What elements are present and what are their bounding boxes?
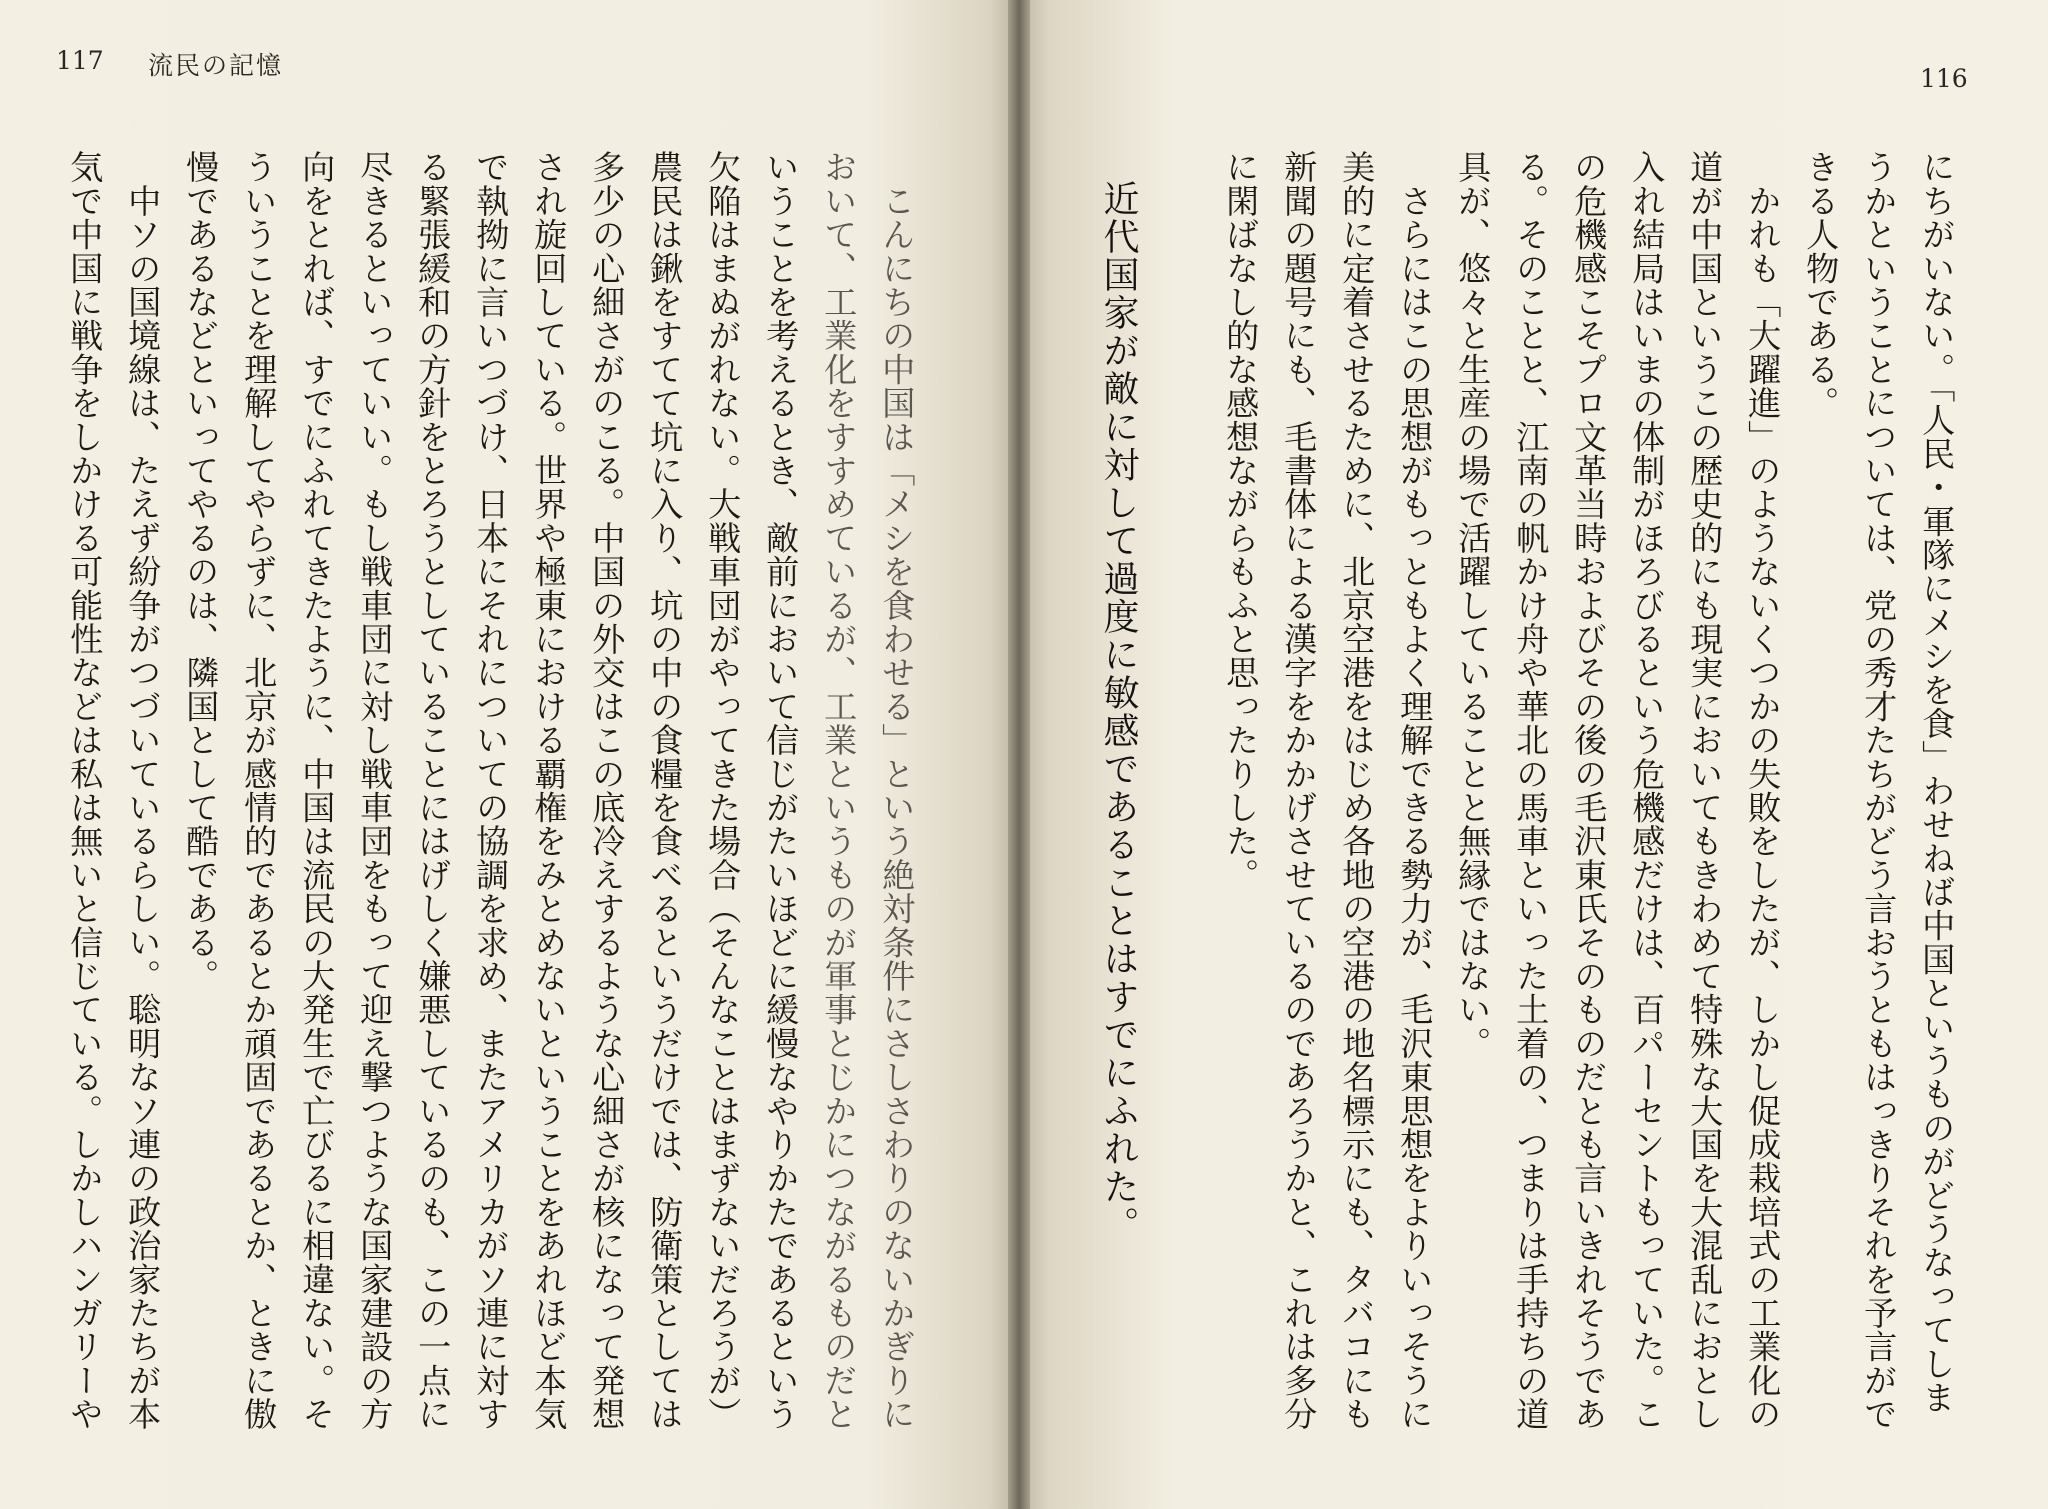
book-gutter xyxy=(1008,0,1030,1509)
text-column: にちがいない。「人民・軍隊にメシを食」わせねば中国というものがどうなってしま xyxy=(1917,150,1957,1414)
text-column: いうことを考えるとき、敵前において信じがたいほどに緩慢なやりかたであるという xyxy=(761,150,801,1431)
text-column: 農民は鍬をすてて坑に入り、坑の中の食糧を食べるというだけでは、防衛策としては xyxy=(645,150,685,1431)
text-column: ういうことを理解してやらずに、北京が感情的であるとか頑固であるとか、ときに傲 xyxy=(239,150,279,1431)
text-column: 向をとれば、すでにふれてきたように、中国は流民の大発生で亡びるに相違ない。そ xyxy=(297,150,337,1431)
text-column: 気で中国に戦争をしかける可能性などは私は無いと信じている。しかしハンガリーや xyxy=(65,150,105,1431)
text-column: で執拗に言いつづけ、日本にそれについての協調を求め、またアメリカがソ連に対す xyxy=(471,150,511,1431)
text-column: され旋回している。世界や極東における覇権をみとめないということをあれほど本気 xyxy=(529,150,569,1431)
text-column: 欠陥はまぬがれない。大戦車団がやってきた場合（そんなことはまずないだろうが） xyxy=(703,150,743,1431)
text-column: こんにちの中国は「メシを食わせる」という絶対条件にさしさわりのないかぎりに xyxy=(877,150,917,1431)
left-page xyxy=(0,0,1018,1509)
text-column: きる人物である。 xyxy=(1801,150,1841,420)
text-column: 中ソの国境線は、たえず紛争がつづいているらしい。聡明なソ連の政治家たちが本 xyxy=(123,150,163,1431)
text-column: の危機感こそプロ文革当時およびその後の毛沢東氏そのものだとも言いきれそうであ xyxy=(1569,150,1609,1431)
page-number-right: 116 xyxy=(1920,64,1968,93)
text-column: 慢であるなどといってやるのは、隣国として酷である。 xyxy=(181,150,221,993)
text-column: さらにはこの思想がもっともよく理解できる勢力が、毛沢東思想をよりいっそうに xyxy=(1395,150,1435,1431)
text-column: る。そのことと、江南の帆かけ舟や華北の馬車といった土着の、つまりは手持ちの道 xyxy=(1511,150,1551,1431)
text-column: 美的に定着させるために、北京空港をはじめ各地の空港の地名標示にも、タバコにも xyxy=(1337,150,1377,1431)
text-column: 多少の心細さがのこる。中国の外交はこの底冷えするような心細さが核になって発想 xyxy=(587,150,627,1431)
text-column: る緊張緩和の方針をとろうとしていることにはげしく嫌悪しているのも、この一点に xyxy=(413,150,453,1431)
section-heading: 近代国家が敵に対して過度に敏感であることはすでにふれた。 xyxy=(1098,180,1139,1244)
text-column: に閑ばなし的な感想ながらもふと思ったりした。 xyxy=(1221,150,1261,892)
text-column: うかということについては、党の秀才たちがどう言おうともはっきりそれを予言がで xyxy=(1859,150,1899,1431)
text-column: おいて、工業化をすすめているが、工業というものが軍事とじかにつながるものだと xyxy=(819,150,859,1431)
text-column: 尽きるといっていい。もし戦車団に対し戦車団をもって迎え撃つような国家建設の方 xyxy=(355,150,395,1431)
text-column: 新聞の題号にも、毛書体による漢字をかかげさせているのであろうかと、これは多分 xyxy=(1279,150,1319,1431)
page-number-left: 117 xyxy=(56,46,104,75)
text-column: かれも「大躍進」のようないくつかの失敗をしたが、しかし促成栽培式の工業化の xyxy=(1743,150,1783,1431)
running-title: 流民の記憶 xyxy=(148,51,284,80)
text-column: 道が中国というこの歴史的にも現実においてもきわめて特殊な大国を大混乱におとし xyxy=(1685,150,1725,1431)
right-page xyxy=(1018,0,2048,1509)
text-column: 具が、悠々と生産の場で活躍していることと無縁ではない。 xyxy=(1453,150,1493,1060)
text-column: 入れ結局はいまの体制がほろびるという危機感だけは、百パーセントもっていた。こ xyxy=(1627,150,1667,1431)
